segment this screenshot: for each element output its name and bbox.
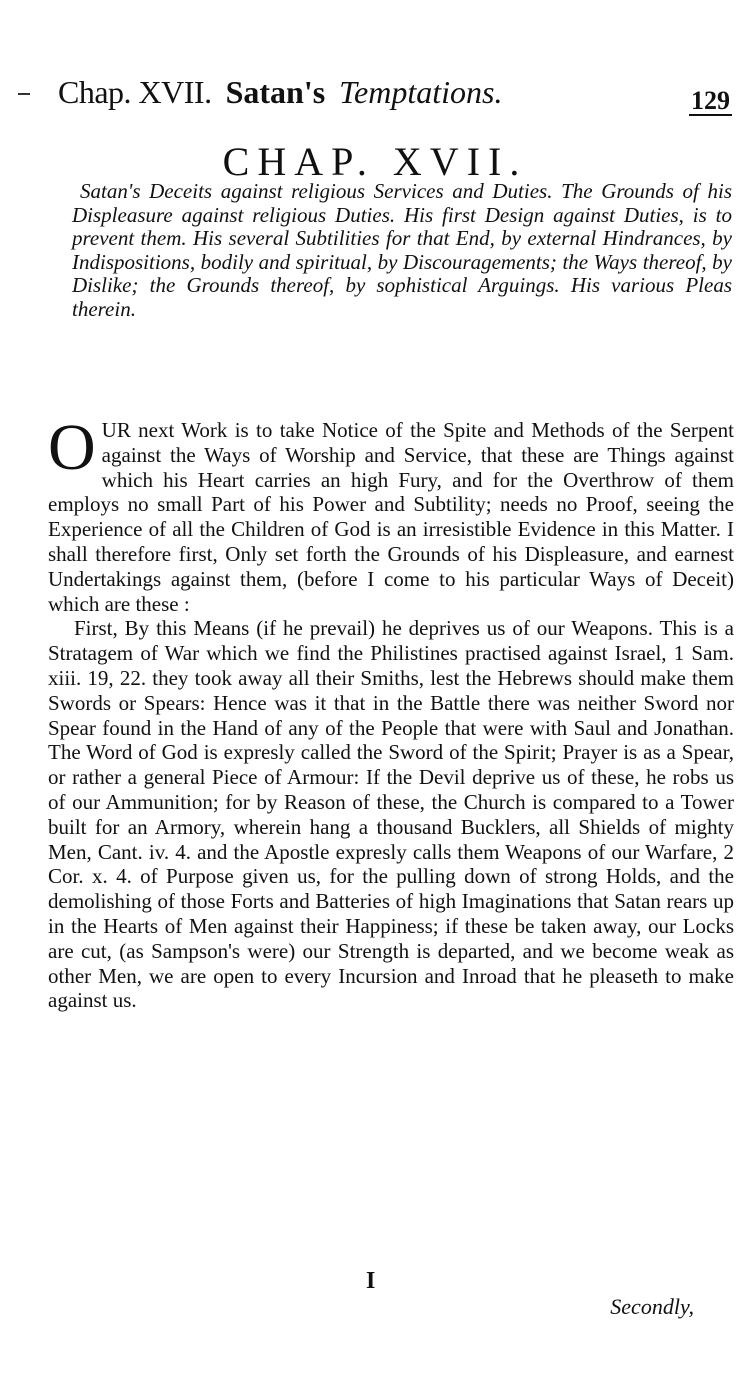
paragraph-2: First, By this Means (if he prevail) he deprives us of our Weapons. This is a Stratagem of War which we find the Philistines practised against Israel, 1 Sam. xiii. 19, 22. they took away all their Smiths, lest the Hebrews should make them Swords or Spears: Hence was it that in the Battle there was neither Sword nor Spear found in the Hand of any of the People that were with Saul and Jonathan. The Word of God is expresly called the Sword of the Spirit; Prayer is as a Spear, or rather a general Piece of Armour: If the Devil deprive us of these, he robs us of our Ammunition; for by Reason of these, the Church is compared to a Tower built for an Armory, wherein hang a thousand Bucklers, all Shields of mighty Men, Cant. iv. 4. and the Apostle expresly calls them Weapons of our Warfare, 2 Cor. x. 4. of Purpose given us, for the pulling down of strong Holds, and the demolishing of those Forts and Batteries of high Imaginations that Satan rears up in the Hearts of Men against their Happiness; if these be taken away, our Locks are cut, (as Sampson's were) our Strength is departed, and we become weak as other Men, we are open to every Incursion and Inroad that he pleaseth to make against us.	[48, 616, 734, 1013]
margin-mark	[18, 93, 30, 95]
paragraph-1-text: UR next Work is to take Notice of the Spite and Methods of the Serpent against the Ways of Worship and Service, that these are Things against which his Heart carries an high Fury, and for the Overthrow of them employs no small Part of his Power and Subtility; needs no Proof, seeing the Experience of all the Children of God is an irresistible Evidence in this Matter. I shall therefore first, Only set forth the Grounds of his Displeasure, and earnest Undertakings against them, (before I come to his particular Ways of Deceit) which are these :	[48, 418, 734, 616]
running-head-chapter: Chap. XVII.	[58, 74, 212, 110]
running-head-temptations: Temptations.	[339, 74, 503, 110]
catchword: Secondly,	[610, 1294, 694, 1319]
chapter-title: CHAP. XVII.	[222, 139, 528, 184]
page-number: 129	[691, 86, 730, 115]
signature-mark: I	[366, 1268, 376, 1294]
running-head-satan: Satan's	[225, 74, 326, 110]
chapter-summary: Satan's Deceits against religious Services and Duties. The Grounds of his Displeasure against religious Duties. His first Design against Duties, is to prevent them. His several Subtilities for that End, by external Hindrances, by Indispositions, bodily and spiritual, by Discouragements; the Ways thereof, by Dislike; the Grounds thereof, by sophistical Arguings. His various Pleas therein.	[72, 179, 732, 321]
paragraph-1	[48, 411, 734, 616]
body-text	[48, 411, 734, 1013]
running-head	[58, 72, 698, 112]
drop-cap: O	[48, 411, 96, 484]
